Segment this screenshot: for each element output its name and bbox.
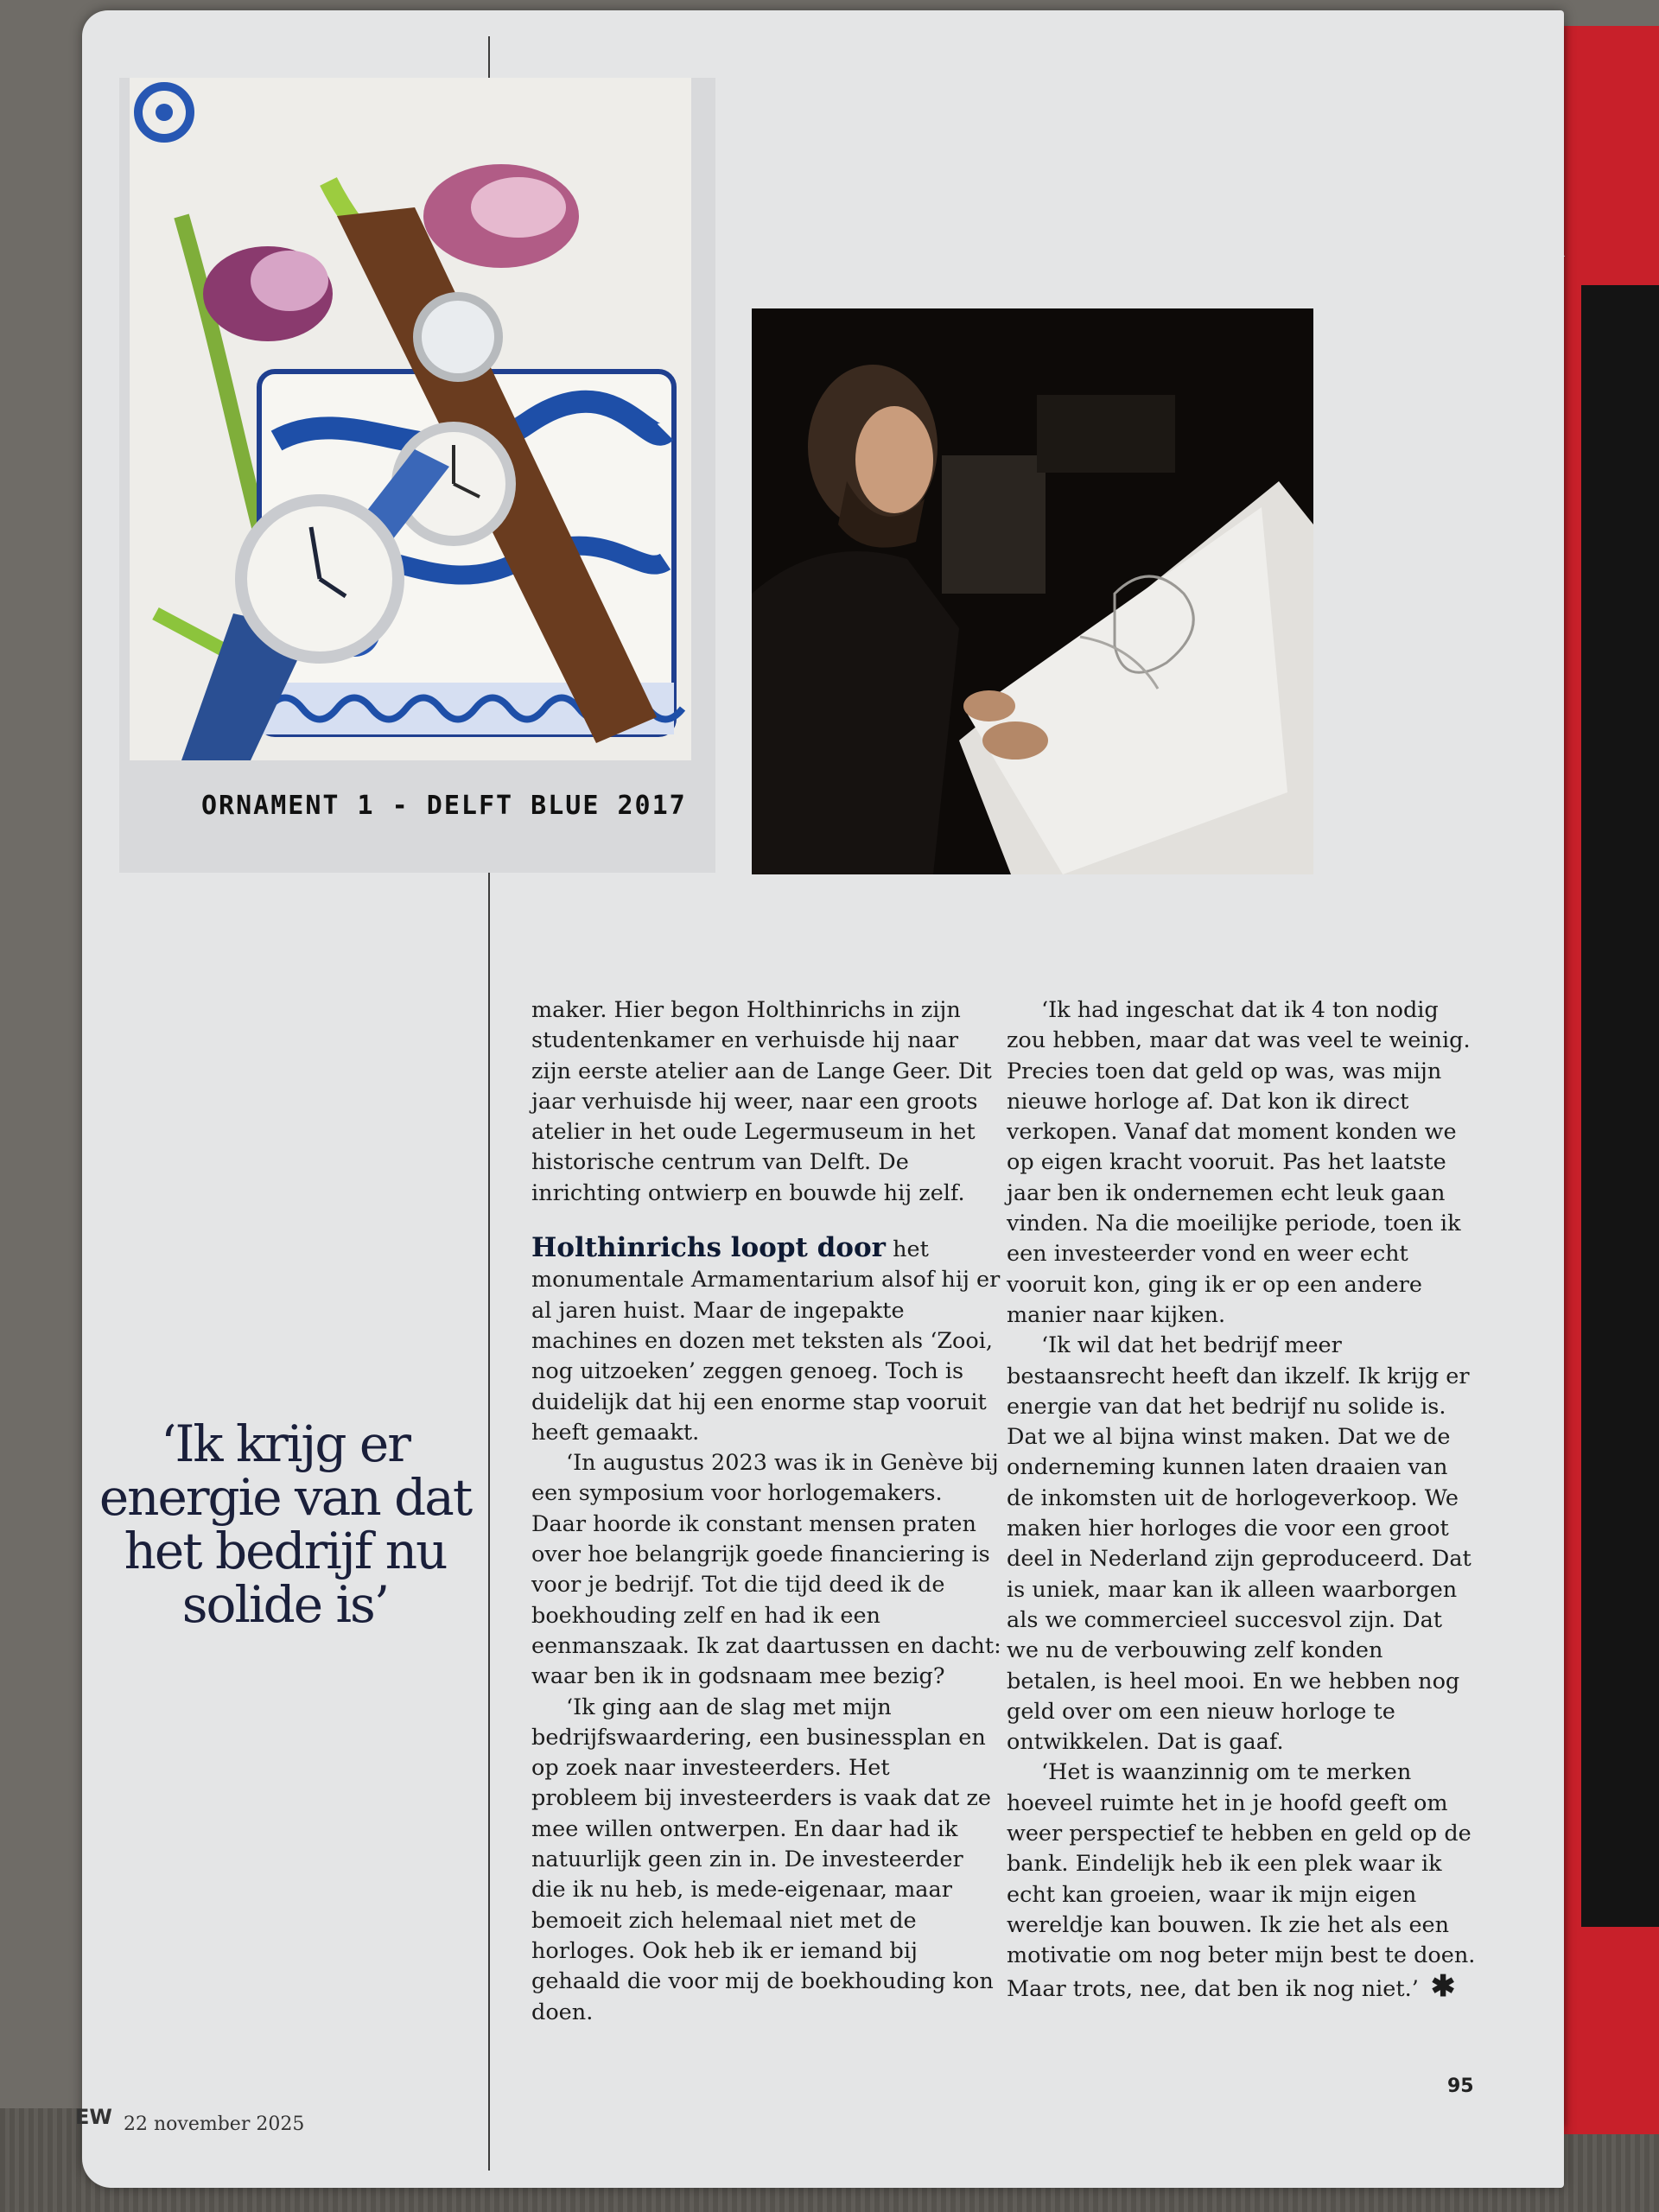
watch-photo (130, 78, 691, 760)
magazine-page (75, 10, 1564, 2188)
handwritten-caption: ORNAMENT 1 - DELFT BLUE 2017 (201, 791, 687, 821)
delft-watches-illustration (130, 78, 691, 760)
page-number: 95 (1447, 2075, 1474, 2097)
watchmaker-drawing-illustration (752, 308, 1313, 874)
issue-date: 22 november 2025 (124, 2113, 305, 2135)
paragraph (1007, 1758, 1478, 2004)
article-column-1 (531, 995, 1002, 2028)
end-mark-icon: ✱ (1430, 1968, 1456, 2004)
watch-photo-figure (119, 78, 715, 873)
paragraph-text: ‘Het is waanzinnig om te merken hoeveel ruimte het in je hoofd geeft om weer perspectief te hebben en geld op de bank. Eindelijk heb ik een plek waar ik echt kan groeien, waar ik mijn eigen wereldje kan bouwen. Ik zie het als een motivatie om nog beter mijn best te doen. Maar trots, nee, dat ben ik nog niet.’ (1007, 1759, 1476, 2002)
watchmaker-photo (752, 308, 1313, 874)
paragraph-text: het monumentale Armamentarium alsof hij er al jaren huist. Maar de ingepakte machines en dozen met teksten als ‘Zooi, nog uitzoeken’ zeggen genoeg. Toch is duidelijk dat hij een enorme stap vooruit heeft gemaakt. (531, 1236, 1001, 1446)
article-column-2 (1007, 995, 1478, 2005)
paragraph: ‘In augustus 2023 was ik in Genève bij een symposium voor horlogemakers. Daar hoorde ik constant mensen praten over hoe belangrijk goede financiering is voor je bedrijf. Tot die tijd deed ik de boekhouding zelf en had ik een eenmanszaak. Ik zat daartussen en dacht: waar ben ik in godsnaam mee bezig? (531, 1450, 1001, 1690)
paragraph: ‘Ik wil dat het bedrijf meer bestaansrecht heeft dan ikzelf. Ik krijg er energie van dat het bedrijf nu solide is. Dat we al bijna winst maken. Dat we de onderneming kunnen laten draaien van de inkomsten uit de horlogeverkoop. We maken hier horloges die voor een groot deel in Nederland zijn geproduceerd. Dat is uniek, maar kan ik alleen waarborgen als we commercieel succesvol zijn. Dat we nu de verbouwing zelf konden betalen, is heel mooi. En we hebben nog geld over om een nieuw horloge te ontwikkelen. Dat is gaaf. (1007, 1332, 1471, 1756)
magazine-logo: EW (75, 2105, 112, 2129)
run-in-heading: Holthinrichs loopt door (531, 1232, 886, 1264)
paragraph: ‘Ik had ingeschat dat ik 4 ton nodig zou hebben, maar dat was veel te weinig. Precies toen dat geld op was, was mijn nieuwe horloge af. Dat kon ik direct verkopen. Vanaf dat moment konden we op eigen kracht vooruit. Pas het laatste jaar ben ik ondernemen echt leuk gaan vinden. Na die moeilijke periode, toen ik een investeerder vond en weer echt vooruit kon, ging ik er op een andere manier naar kijken. (1007, 997, 1471, 1328)
adjacent-photo (1581, 285, 1659, 1927)
pull-quote: ‘Ik krijg er energie van dat het bedrijf nu solide is’ (99, 1414, 472, 1634)
paragraph (531, 1233, 1002, 1448)
paragraph: ‘Ik ging aan de slag met mijn bedrijfswaardering, een businessplan en op zoek naar investeerders. Het probleem bij investeerders is vaak dat ze mee willen ontwerpen. En daar had ik natuurlijk geen zin in. De investeerder die ik nu heb, is mede-eigenaar, maar bemoeit zich helemaal niet met de horloges. Ook heb ik er iemand bij gehaald die voor mij de boekhouding kon doen. (531, 1694, 994, 2025)
paragraph: maker. Hier begon Holthinrichs in zijn studentenkamer en verhuisde hij naar zijn eerste atelier aan de Lange Geer. Dit jaar verhuisde hij weer, naar een groots atelier in het oude Legermuseum in het historische centrum van Delft. De inrichting ontwierp en bouwde hij zelf. (531, 997, 992, 1206)
